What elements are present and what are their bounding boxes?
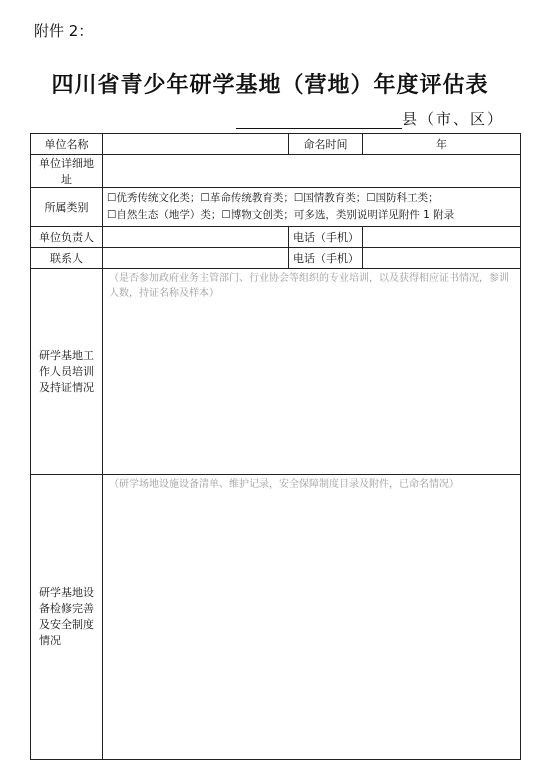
equipment-safety-label: 研学基地设备检修完善及安全制度情况 — [31, 475, 103, 760]
phone-field-2[interactable] — [363, 248, 521, 269]
category-line-2: ☐自然生态（地学）类；☐博物文创类；可多选，类别说明详见附件 1 附录 — [107, 209, 455, 221]
row-staff-training — [31, 269, 521, 475]
phone-field-1[interactable] — [363, 227, 521, 248]
staff-training-hint: （是否参加政府业务主管部门、行业协会等组织的专业培训，以及获得相应证书情况，参训人数，持证名称及样本） — [109, 273, 509, 299]
phone-label-2: 电话（手机） — [289, 248, 363, 269]
equipment-safety-hint: （研学场地设施设备清单、维护记录，安全保障制度目录及附件，已命名情况） — [109, 479, 459, 490]
naming-time-field[interactable] — [363, 134, 521, 155]
naming-time-label: 命名时间 — [289, 134, 363, 155]
row-equipment-safety — [31, 475, 521, 760]
leader-field[interactable] — [103, 227, 289, 248]
phone-label-1: 电话（手机） — [289, 227, 363, 248]
category-label: 所属类别 — [31, 188, 103, 227]
year-label: 年 — [436, 138, 447, 151]
equipment-safety-field[interactable] — [103, 475, 521, 760]
attachment-label: 附件 2： — [34, 22, 94, 40]
category-line-1: ☐优秀传统文化类；☐革命传统教育类；☐国情教育类；☐国防科工类； — [107, 192, 439, 204]
staff-training-field[interactable] — [103, 269, 521, 475]
evaluation-form-table — [30, 133, 521, 760]
address-label: 单位详细地址 — [31, 155, 103, 188]
unit-name-label: 单位名称 — [31, 134, 103, 155]
county-field — [236, 108, 504, 129]
contact-label: 联系人 — [31, 248, 103, 269]
row-unit-name — [31, 134, 521, 155]
page-title: 四川省青少年研学基地（营地）年度评估表 — [51, 73, 489, 98]
row-leader — [31, 227, 521, 248]
county-blank[interactable] — [236, 112, 402, 129]
county-suffix: 县（市、区） — [402, 110, 505, 128]
address-field[interactable] — [103, 155, 521, 188]
category-options[interactable] — [103, 188, 521, 227]
unit-name-field[interactable] — [103, 134, 289, 155]
row-contact — [31, 248, 521, 269]
staff-training-label: 研学基地工作人员培训及持证情况 — [31, 269, 103, 475]
contact-field[interactable] — [103, 248, 289, 269]
row-category — [31, 188, 521, 227]
row-address — [31, 155, 521, 188]
leader-label: 单位负责人 — [31, 227, 103, 248]
